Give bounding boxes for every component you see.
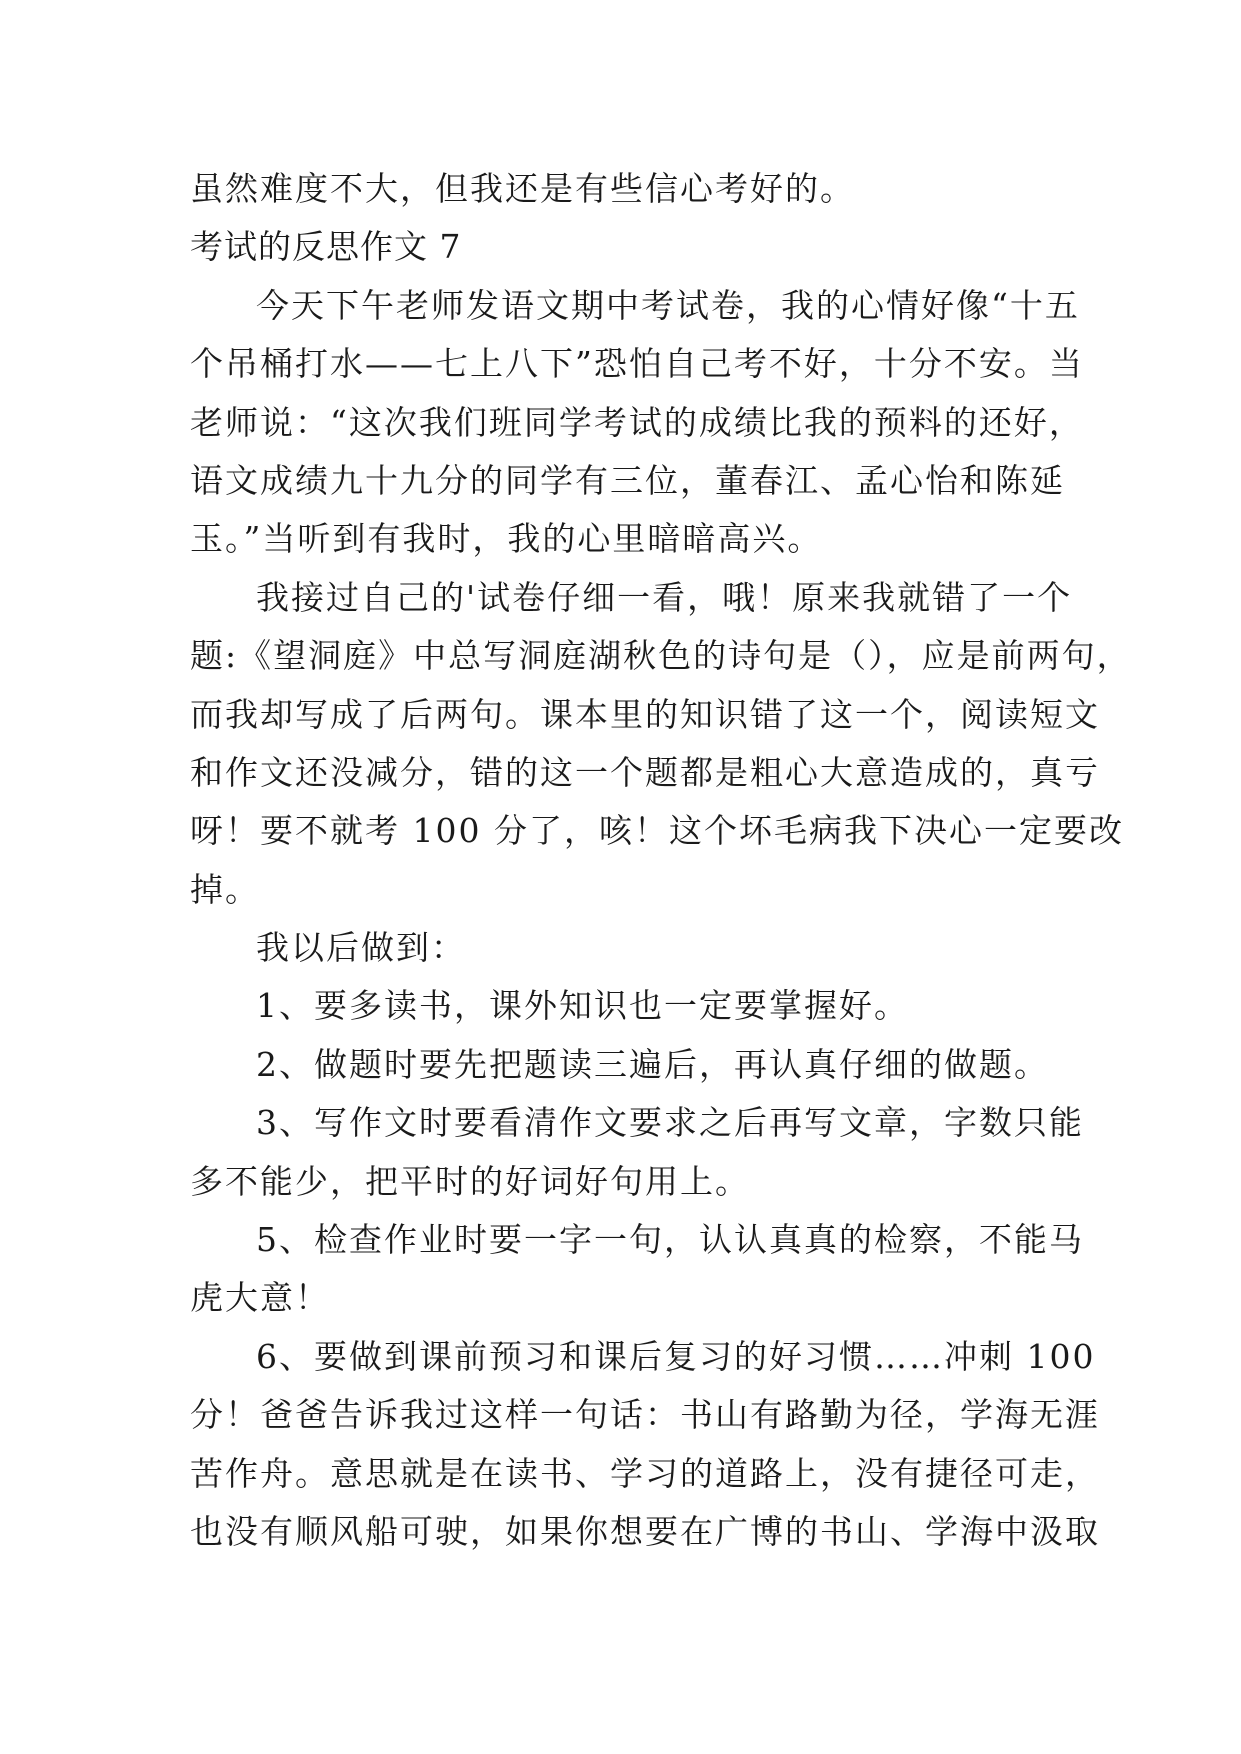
text-line: 多不能少，把平时的好词好句用上。 <box>190 1161 750 1201</box>
text-line: 题:《望洞庭》中总写洞庭湖秋色的诗句是（），应是前两句， <box>190 636 1132 676</box>
text-line: 掉。 <box>190 869 260 909</box>
text-line: 3、写作文时要看清作文要求之后再写文章，字数只能 <box>256 1103 1084 1143</box>
text-line: 2、做题时要先把题读三遍后，再认真仔细的做题。 <box>256 1044 1049 1084</box>
text-line: 虎大意！ <box>190 1278 330 1318</box>
text-line: 玉。”当听到有我时，我的心里暗暗高兴。 <box>190 519 823 559</box>
text-line: 苦作舟。意思就是在读书、学习的道路上，没有捷径可走， <box>190 1453 1100 1493</box>
text-line: 5、检查作业时要一字一句，认认真真的检察，不能马 <box>256 1220 1084 1260</box>
section-heading: 考试的反思作文 7 <box>190 227 462 267</box>
text-line: 我以后做到： <box>256 928 466 968</box>
text-line: 今天下午老师发语文期中考试卷，我的心情好像“十五 <box>256 285 1080 325</box>
text-line: 老师说：“这次我们班同学考试的成绩比我的预料的还好， <box>190 402 1084 442</box>
essay-body <box>190 160 1132 1561</box>
text-line: 而我却写成了后两句。课本里的知识错了这一个，阅读短文 <box>190 694 1100 734</box>
text-line: 6、要做到课前预习和课后复习的好习惯……冲刺 100 <box>256 1336 1096 1376</box>
text-line: 也没有顺风船可驶，如果你想要在广博的书山、学海中汲取 <box>190 1511 1100 1551</box>
text-line: 个吊桶打水——七上八下”恐怕自己考不好，十分不安。当 <box>190 344 1084 384</box>
text-line: 我接过自己的'试卷仔细一看，哦！原来我就错了一个 <box>256 577 1073 617</box>
text-line: 和作文还没减分，错的这一个题都是粗心大意造成的，真亏 <box>190 752 1100 792</box>
text-line: 分！爸爸告诉我过这样一句话：书山有路勤为径，学海无涯 <box>190 1395 1100 1435</box>
text-line: 呀！要不就考 100 分了，咳！这个坏毛病我下决心一定要改 <box>190 811 1124 851</box>
text-line: 1、要多读书，课外知识也一定要掌握好。 <box>256 986 909 1026</box>
text-line: 虽然难度不大，但我还是有些信心考好的。 <box>190 169 855 208</box>
text-line: 语文成绩九十九分的同学有三位，董春江、孟心怡和陈延 <box>190 460 1065 500</box>
